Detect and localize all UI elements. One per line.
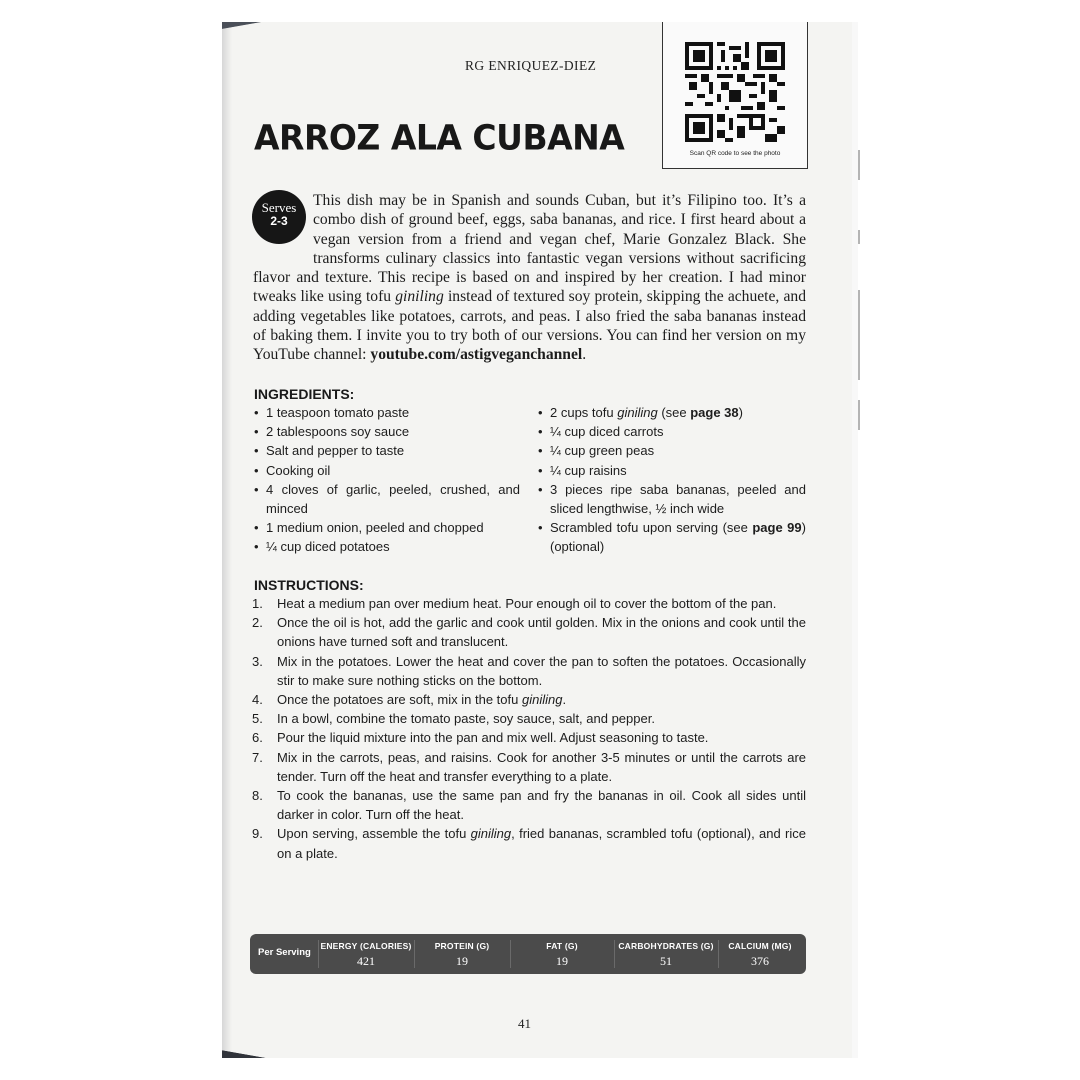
instruction-step: 6. Pour the liquid mixture into the pan and mix well. Adjust seasoning to taste. [252,730,709,746]
intro-section [253,191,806,365]
book-cover-corner [222,22,292,32]
youtube-link[interactable]: youtube.com/astigveganchannel [370,346,583,364]
nutrition-carbohydrates: CARBOHYDRATES (G) 51 [618,941,714,968]
bleed-through-mark [858,150,860,180]
instructions-list [252,594,806,863]
list-item: • Scrambled tofu upon serving (see page 99) (optional) [538,518,806,556]
per-serving-label: Per Serving [258,947,311,958]
book-cover-corner [222,1048,272,1058]
instruction-step: 4. Once the potatoes are soft, mix in the tofu giniling. [252,692,567,708]
bleed-through-mark [858,400,860,430]
nutrition-protein: PROTEIN (G) 19 [434,941,490,968]
qr-code-icon[interactable] [685,42,785,142]
nutrition-bar [250,934,806,974]
list-item: • 4 cloves of garlic, peeled, crushed, and minced [254,480,520,518]
list-item: • 2 tablespoons soy sauce [254,422,520,441]
list-item: • ¼ cup raisins [538,461,806,480]
instructions-heading: INSTRUCTIONS: [254,577,364,593]
list-item: • 1 medium onion, peeled and chopped [254,518,520,537]
instruction-step: 1. Heat a medium pan over medium heat. Pour enough oil to cover the bottom of the pan. [252,596,777,611]
qr-caption: Scan QR code to see the photo [689,150,781,157]
serves-label: Serves [261,200,297,215]
page-number: 41 [518,1016,531,1031]
ingredients-heading: INGREDIENTS: [254,386,355,402]
list-item: • Salt and pepper to taste [254,441,520,460]
list-item: • 3 pieces ripe saba bananas, peeled and sliced lengthwise, ½ inch wide [538,480,806,518]
instruction-step: 2. Once the oil is hot, add the garlic and cook until golden. Mix in the onions and cook until the onions have turned soft and translucent. [252,615,806,650]
intro-giniling: giniling [395,288,444,306]
ingredients-list-left [254,403,520,557]
list-item: • ¼ cup diced carrots [538,422,806,441]
list-item: • Cooking oil [254,461,520,480]
page-reference: page 38 [690,405,739,420]
instruction-step: 8. To cook the bananas, use the same pan and fry the bananas in oil. Cook all sides until darker in color. Turn off the heat. [252,788,806,823]
nutrition-fat: FAT (G) 19 [546,941,578,968]
list-item: • 1 teaspoon tomato paste [254,403,520,422]
list-item: • ¼ cup green peas [538,441,806,460]
running-head: RG ENRIQUEZ-DIEZ [465,58,597,73]
intro-paragraph: This dish may be in Spanish and sounds Cuban, but it’s Filipino too. It’s a combo dish of ground beef, eggs, saba bananas, and rice. I first heard about a vegan version from a friend and vegan chef, Marie Gonzalez Black. She transforms culinary classics into fantastic vegan versions without sacrificing flavor and texture. This recipe is based on and inspired by her creation. I had minor tweaks like using tofu giniling instead of textured soy protein, skipping the achuete, and adding vegetables like potatoes, carrots, and peas. I also fried the saba bananas instead of baking them. I invite you to try both of our versions. You can find her version on my YouTube channel: youtube.com/astigveganchannel. [253,192,806,364]
list-item: • ¼ cup diced potatoes [254,537,520,556]
list-item: • 2 cups tofu giniling (see page 38) [538,403,806,422]
instruction-step: 3. Mix in the potatoes. Lower the heat and cover the pan to soften the potatoes. Occasionally stir to make sure nothing sticks on the bottom. [252,653,806,688]
qr-code-box [662,22,808,169]
instruction-step: 9. Upon serving, assemble the tofu giniling, fried bananas, scrambled tofu (optional), and rice on a plate. [252,826,806,861]
bleed-through-mark [858,290,860,380]
nutrition-energy: ENERGY (CALORIES) 421 [320,941,412,968]
nutrition-calcium: CALCIUM (MG) 376 [728,941,792,968]
recipe-title: ARROZ ALA CUBANA [254,117,625,158]
ingredients-list-right [538,403,806,557]
bleed-through-mark [858,230,860,244]
instruction-step: 7. Mix in the carrots, peas, and raisins. Cook for another 3-5 minutes or until the carrots are tender. Turn off the heat and transfer everything to a plate. [252,749,806,784]
page-gutter-shadow [222,22,232,1058]
instruction-step: 5. In a bowl, combine the tomato paste, soy sauce, salt, and pepper. [252,711,655,727]
serves-count: 2-3 [270,214,288,228]
page-reference: page 99 [752,520,802,536]
